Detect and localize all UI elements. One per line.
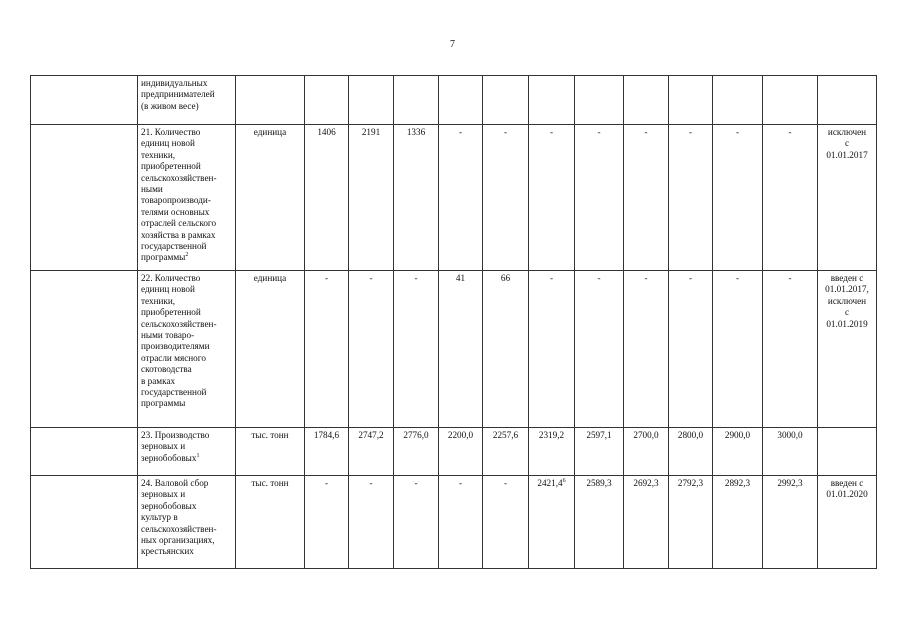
section-cell — [31, 125, 138, 271]
value: - — [503, 127, 508, 137]
value: 41 — [455, 273, 466, 283]
value-cell — [394, 271, 439, 428]
value: 2191 — [361, 127, 381, 137]
value: 2992,3 — [777, 478, 803, 488]
footnote-marker: 2 — [185, 252, 189, 259]
value-cell — [529, 271, 575, 428]
value-cell — [394, 476, 439, 569]
value: 2900,0 — [724, 430, 751, 440]
value: - — [324, 478, 329, 488]
value-cell — [394, 428, 439, 476]
unit-cell — [236, 76, 305, 125]
value: - — [688, 273, 693, 283]
value: 2319,2 — [538, 430, 565, 440]
value-cell — [529, 428, 575, 476]
value: 2200,0 — [447, 430, 474, 440]
value-cell — [483, 476, 529, 569]
unit-cell: тыс. тонн — [236, 476, 305, 569]
value: 2589,3 — [586, 478, 612, 488]
value: 2421,4 — [537, 478, 563, 488]
section-cell — [31, 271, 138, 428]
value-cell — [305, 428, 349, 476]
value-cell — [483, 428, 529, 476]
value-cell — [439, 476, 483, 569]
unit-cell: тыс. тонн — [236, 428, 305, 476]
value: 2800,0 — [677, 430, 704, 440]
value-cell — [575, 271, 624, 428]
indicator-name-cell — [138, 428, 236, 476]
value: 2597,1 — [586, 430, 612, 440]
value: 1336 — [406, 127, 426, 137]
value-cell — [624, 271, 669, 428]
value: - — [414, 273, 418, 283]
value-cell — [624, 428, 669, 476]
value: 2892,3 — [724, 478, 751, 488]
value-cell — [763, 76, 818, 125]
value-cell — [575, 476, 624, 569]
value: - — [369, 478, 373, 488]
value: - — [735, 127, 740, 137]
footnote-marker: 6 — [562, 477, 566, 484]
value-cell — [529, 476, 575, 569]
value: - — [503, 478, 508, 488]
value-cell — [439, 125, 483, 271]
note-cell — [818, 76, 877, 125]
section-cell — [31, 76, 138, 125]
value-cell — [305, 76, 349, 125]
value: - — [324, 273, 329, 283]
value-cell — [439, 76, 483, 125]
value-cell — [349, 271, 394, 428]
indicator-name-cell — [138, 476, 236, 569]
value-cell — [669, 271, 713, 428]
indicator-name-cell — [138, 271, 236, 428]
value-cell — [305, 271, 349, 428]
indicator-name: 24. Валовой сбор зерновых и зернобобовых культур в сельскохозяйствен- ных организациях, крестьянских — [141, 478, 217, 557]
indicator-name: 22. Количество единиц новой техники, приобретенной сельскохозяйствен- ными товаро- производителями отрасли мясного скотоводства в рамках государственной программы — [141, 273, 217, 409]
value-cell — [529, 125, 575, 271]
value: 2700,0 — [633, 430, 659, 440]
value-cell — [763, 125, 818, 271]
value: 2692,3 — [633, 478, 659, 488]
table-row — [31, 476, 877, 569]
value: - — [458, 127, 463, 137]
value: 1406 — [317, 127, 336, 137]
value-cell — [575, 428, 624, 476]
value-cell — [763, 476, 818, 569]
value: - — [549, 127, 554, 137]
note-cell: введен с 01.01.2017, исключен с 01.01.2019 — [818, 271, 877, 428]
value-cell — [713, 476, 763, 569]
value-cell — [349, 476, 394, 569]
note-cell: исключен с 01.01.2017 — [818, 125, 877, 271]
indicator-name-cell — [138, 76, 236, 125]
indicator-name: индивидуальных предпринимателей (в живом весе) — [141, 78, 215, 111]
indicator-name: 21. Количество единиц новой техники, приобретенной сельскохозяйствен- ными товаропроизводи- телями основных отраслей сельского хозяйства в рамках государственной программы — [141, 127, 217, 263]
value-cell — [713, 125, 763, 271]
indicators-table — [30, 75, 877, 569]
value-cell — [575, 76, 624, 125]
value-cell — [439, 428, 483, 476]
table-row — [31, 76, 877, 125]
table-row — [31, 125, 877, 271]
section-cell — [31, 476, 138, 569]
value: 3000,0 — [777, 430, 803, 440]
value-cell — [669, 125, 713, 271]
value-cell — [394, 76, 439, 125]
value-cell — [349, 76, 394, 125]
value: 2257,6 — [492, 430, 519, 440]
value: - — [369, 273, 373, 283]
value: - — [788, 127, 792, 137]
value-cell — [575, 125, 624, 271]
value-cell — [669, 76, 713, 125]
value-cell — [483, 271, 529, 428]
value-cell — [529, 76, 575, 125]
table-row — [31, 428, 877, 476]
value-cell — [483, 76, 529, 125]
value-cell — [763, 428, 818, 476]
value: - — [549, 273, 554, 283]
value-cell — [713, 428, 763, 476]
value-cell — [624, 125, 669, 271]
value: - — [644, 127, 648, 137]
value-cell — [713, 76, 763, 125]
page-number: 7 — [450, 39, 455, 50]
note-cell: введен с 01.01.2020 — [818, 476, 877, 569]
value-cell — [483, 125, 529, 271]
value-cell — [305, 476, 349, 569]
value: - — [414, 478, 418, 488]
value-cell — [349, 428, 394, 476]
value-cell — [669, 428, 713, 476]
value-cell — [713, 271, 763, 428]
section-cell — [31, 428, 138, 476]
value: - — [688, 127, 693, 137]
note-cell — [818, 428, 877, 476]
value-cell — [305, 125, 349, 271]
value-cell — [763, 271, 818, 428]
indicator-name: 23. Производство зерновых и зернобобовых — [141, 430, 210, 463]
value: - — [597, 127, 601, 137]
value-cell — [394, 125, 439, 271]
unit-cell: единица — [236, 125, 305, 271]
value-cell — [349, 125, 394, 271]
value: 2792,3 — [677, 478, 704, 488]
table-row — [31, 271, 877, 428]
footnote-marker: 1 — [196, 452, 200, 459]
value: 1784,6 — [313, 430, 340, 440]
value: - — [644, 273, 648, 283]
value-cell — [669, 476, 713, 569]
value: 66 — [500, 273, 511, 283]
value: 2776,0 — [403, 430, 429, 440]
indicator-name-cell — [138, 125, 236, 271]
unit-cell: единица — [236, 271, 305, 428]
value-cell — [439, 271, 483, 428]
value: - — [788, 273, 792, 283]
value: - — [597, 273, 601, 283]
value: - — [735, 273, 740, 283]
value-cell — [624, 76, 669, 125]
value-cell — [624, 476, 669, 569]
value: 2747,2 — [358, 430, 384, 440]
value: - — [458, 478, 463, 488]
